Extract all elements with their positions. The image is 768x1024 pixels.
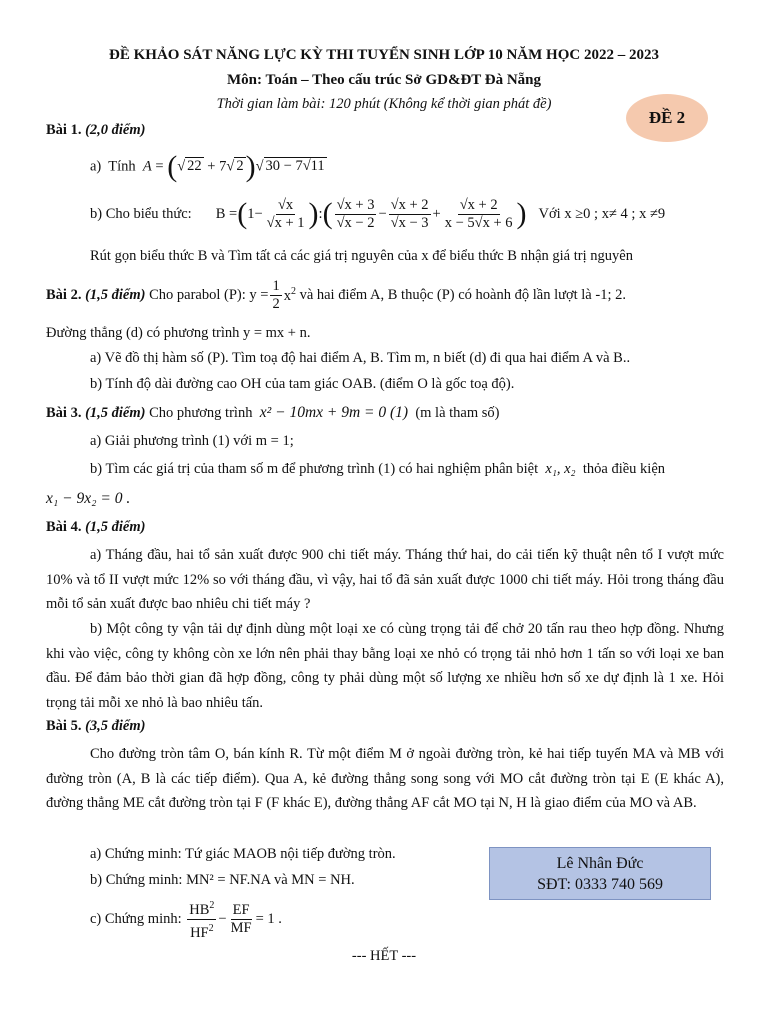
bai3-a: a) Giải phương trình (1) với m = 1; [90,433,294,449]
bai1-rut-gon: Rút gọn biểu thức B và Tìm tất cả các giá trị nguyên của x để biểu thức B nhận giá trị nguyên [90,248,633,264]
bai2-b: b) Tính độ dài đường cao OH của tam giác OAB. (điểm O là gốc toạ độ). [90,376,515,392]
author-name: Lê Nhân Đức [556,854,644,872]
bai2-half-fraction: $\frac{1}{2}$ [272,277,280,312]
bai5-points: (3,5 điểm) [85,718,146,734]
bai3-b [90,461,665,478]
bai2-points: (1,5 điểm) [85,286,146,303]
bai5-c [90,898,282,940]
bai1-a-expr: A [142,158,152,175]
bai3-b-cond: thỏa điều kiện [582,461,666,477]
bai4-b: b) Một công ty vận tải dự định dùng một loại xe có cùng trọng tải để chở 20 tấn rau theo hợp đồng. Nhưng khi vào việc, công ty không còn xe lớn nên phải thay bằng loại xe nhỏ có trọng tải nhỏ hơn 1 tấn so với loại xe ban đầu. Để đảm bảo thời gian đã hợp đồng, công ty phải dùng một số lượng xe nhiều hơn số xe dự định là 1 xe. Hỏi trọng tải mỗi xe nhỏ là bao nhiêu tấn. [46,621,724,711]
exam-code-badge [626,94,708,142]
bai2-intro-b: và hai điểm A, B thuộc (P) có hoành độ lần lượt là -1; 2. [299,286,626,303]
bai1-b-expr-name: B = [215,205,238,222]
bai1-a: a) Tính A = (√ 22 + 7√ 2)√ 30 − 7√11 [90,150,325,183]
bai5-label: Bài 5. [46,718,82,734]
author-box [489,847,711,900]
exam-title: ĐỀ KHẢO SÁT NĂNG LỰC KỲ THI TUYỂN SINH LỚP 10 NĂM HỌC 2022 – 2023 [109,47,659,63]
bai1-b [90,188,665,240]
bai3-heading [46,404,500,422]
bai5-body: Cho đường tròn tâm O, bán kính R. Từ một điểm M ở ngoài đường tròn, kẻ hai tiếp tuyến MA và MB với đường tròn (A, B là các tiếp điểm). Qua A, kẻ đường thẳng song song với MO cắt đường tròn tại E (E khác A), đường thẳng ME cắt đường tròn tại F (F khác E), đường thẳng AF cắt MO tại N, H là giao điểm của MO và AB. [46,746,724,811]
bai3-intro: Cho phương trình [149,405,253,421]
bai5-c-expr: $\frac{HB^2}{HF^2}$ − $\frac{EF}{MF}$ = 1 . [185,897,282,942]
bai5-heading [46,718,145,735]
bai5-b: b) Chứng minh: MN² = NF.NA và MN = NH. [90,872,355,888]
footer-end: --- HẾT --- [351,948,417,964]
bai1-points: (2,0 điểm) [85,122,146,138]
bai1-b-label: b) [90,205,103,222]
exam-time: Thời gian làm bài: 120 phút (Không kể thời gian phát đề) [216,96,552,112]
bai3-b-vars: x₁, x₂ [545,461,576,477]
author-phone: SĐT: 0333 740 569 [537,875,663,893]
exam-subject: Môn: Toán – Theo cấu trúc Sở GD&ĐT Đà Nẵng [226,72,542,88]
bai1-b-text: Cho biểu thức: [105,205,192,222]
bai2-intro-a: Cho parabol (P): y = [149,286,269,303]
bai3-param: (m là tham số) [415,405,500,421]
bai1-a-label: a) [90,158,102,175]
bai3-equation: x² − 10mx + 9m = 0 (1) [259,404,409,421]
bai3-label: Bài 3. [46,405,82,421]
bai1-b-condition: Với x ≥0 ; x≠ 4 ; x ≠9 [538,205,666,222]
bai3-b-eq: x₁ − 9x₂ = 0 . [46,490,131,507]
bai1-heading [46,122,145,139]
bai3-points: (1,5 điểm) [85,405,146,421]
bai1-a-text: Tính [108,158,136,175]
bai1-b-expr: ( 1− $\frac{√x}{√x + 1}$ ) : ( $\frac{√x + 3}{√x - 2}$ − $\frac{√x + 2}{√x - 3}$ + $\frac{√x + 2}{x - 5√x + 6}$ ) [237,196,527,231]
bai4-a: a) Tháng đầu, hai tổ sản xuất được 900 chi tiết máy. Tháng thứ hai, do cải tiến kỹ thuật nên tổ I vượt mức 10% và tổ II vượt mức 12% so với tháng đầu, vì vậy, hai tổ đã sản xuất được 1000 chi tiết máy. Hỏi trong tháng đầu mỗi tổ sản xuất được bao nhiêu chi tiết máy ? [46,547,724,612]
bai2-heading: Bài 2. (1,5 điểm) Cho parabol (P): y = $\frac{1}{2}$ $x^2$ và hai điểm A, B thuộc (P) có hoành độ lần lượt là -1; 2. [46,277,626,312]
bai3-b-text: b) Tìm các giá trị của tham số m để phương trình (1) có hai nghiệm phân biệt [90,461,539,477]
bai5-a: a) Chứng minh: Tứ giác MAOB nội tiếp đường tròn. [90,846,396,862]
bai4-points: (1,5 điểm) [85,519,146,535]
bai2-line2: Đường thẳng (d) có phương trình y = mx + n. [46,325,311,341]
bai5-c-text: c) Chứng minh: [90,910,182,927]
bai4-heading [46,519,145,536]
bai2-label: Bài 2. [46,286,82,303]
bai4-label: Bài 4. [46,519,82,535]
bai1-label: Bài 1. [46,122,82,138]
bai2-a: a) Vẽ đồ thị hàm số (P). Tìm toạ độ hai điểm A, B. Tìm m, n biết (d) đi qua hai điểm A và B.. [90,350,631,366]
exam-code: ĐỀ 2 [648,108,686,127]
